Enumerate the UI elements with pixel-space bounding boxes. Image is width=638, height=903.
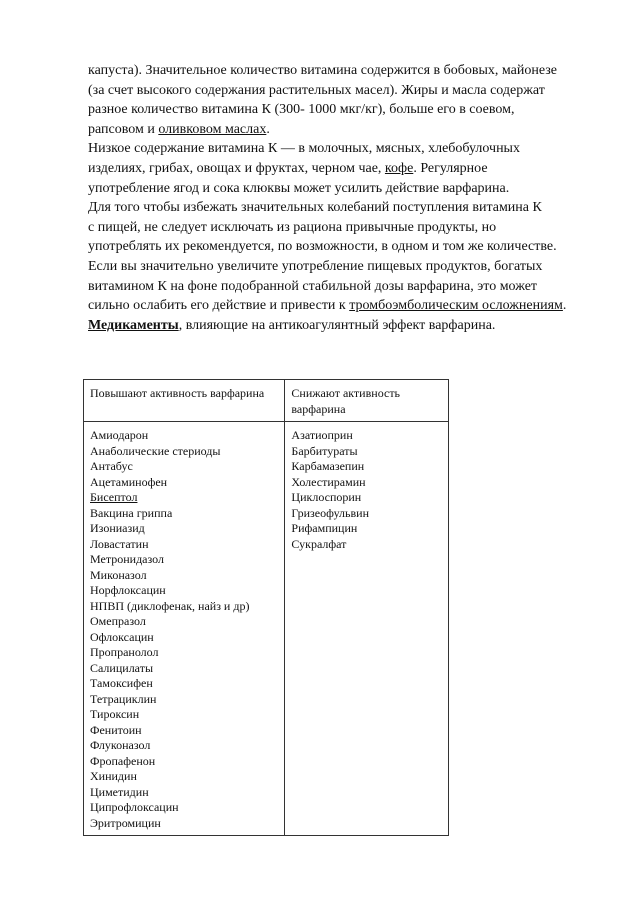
drug-item: Циклоспорин xyxy=(291,490,362,504)
olive-oil-link[interactable]: оливковом маслах xyxy=(158,121,267,137)
drug-item: Изониазид xyxy=(90,521,145,535)
text-fragment: сильно ослабить его действие и привести к xyxy=(88,298,350,314)
drug-item: Тетрациклин xyxy=(90,691,157,706)
text-line: употреблять их рекомендуется, по возможности, в одном и том же количестве. xyxy=(88,239,557,255)
text-line xyxy=(88,120,608,140)
drug-item: Миконазол xyxy=(90,567,147,582)
drug-item: Тироксин xyxy=(90,707,140,721)
text-line: употребление ягод и сока клюквы может усилить действие варфарина. xyxy=(88,180,510,196)
drug-item: Амиодарон xyxy=(90,428,149,442)
text-line xyxy=(88,316,608,336)
drug-item: Фенитоин xyxy=(90,722,142,737)
drug-item: Флуконазол xyxy=(90,738,151,752)
decrease-list-cell xyxy=(285,422,449,836)
thromboembolic-complications-link[interactable]: тромбоэмболическим осложнениям xyxy=(349,298,563,314)
text-fragment: . xyxy=(266,121,270,137)
header-increase: Повышают активность варфарина xyxy=(84,380,285,422)
text-fragment: . xyxy=(562,298,567,314)
drug-item: НПВП (диклофенак, найз и др) xyxy=(90,598,250,613)
text-line: витамином К на фоне подобранной стабильной дозы варфарина, это может xyxy=(88,278,538,294)
drug-item: Барбитураты xyxy=(291,443,358,458)
drug-item: Салицилаты xyxy=(90,660,153,675)
drug-item: Антабус xyxy=(90,459,133,473)
text-line: Для того чтобы избежать значительных колебаний поступления витамина К xyxy=(88,200,542,216)
drug-item: Карбамазепин xyxy=(291,459,365,473)
text-line xyxy=(88,159,608,179)
body-paragraph xyxy=(88,61,608,335)
drug-item: Вакцина гриппа xyxy=(90,505,173,520)
drug-item: Ципрофлоксацин xyxy=(90,800,179,814)
text-fragment: рапсовом и xyxy=(88,121,159,137)
drug-item: Анаболические стериоды xyxy=(90,443,221,458)
text-line: разное количество витамина К (300- 1000 мкг/кг), больше его в соевом, xyxy=(88,102,515,118)
table-row xyxy=(84,422,449,836)
text-line: капуста). Значительное количество витамина содержится в бобовых, майонезе xyxy=(88,63,557,78)
text-line: Низкое содержание витамина К — в молочных, мясных, хлебобулочных xyxy=(88,141,520,157)
drug-item: Сукралфат xyxy=(291,536,347,551)
text-line: (за счет высокого содержания растительных масел). Жиры и масла содержат xyxy=(88,82,545,98)
table-header-row xyxy=(84,380,449,422)
drug-item: Рифампицин xyxy=(291,521,358,535)
drug-item: Азатиоприн xyxy=(291,428,353,442)
drug-item: Офлоксацин xyxy=(90,629,154,644)
drug-item: Хинидин xyxy=(90,769,137,783)
text-fragment: , влияющие на антикоагулянтный эффект варфарина. xyxy=(178,317,496,333)
drug-item: Ловастатин xyxy=(90,536,149,551)
text-fragment: . Регулярное xyxy=(413,160,488,176)
text-line xyxy=(88,296,608,316)
drug-item: Холестирамин xyxy=(291,474,366,489)
drug-link[interactable]: Бисептол xyxy=(90,490,138,504)
drug-item: Пропранолол xyxy=(90,645,159,659)
drug-item: Норфлоксацин xyxy=(90,583,166,597)
header-decrease: Снижают активность варфарина xyxy=(285,380,449,422)
text-line: с пищей, не следует исключать из рациона привычные продукты, но xyxy=(88,219,497,235)
warfarin-interaction-table xyxy=(83,379,449,836)
drug-item: Эритромицин xyxy=(90,815,161,830)
drug-item: Метронидазол xyxy=(90,552,165,566)
drug-item: Тамоксифен xyxy=(90,676,153,690)
drug-item: Циметидин xyxy=(90,784,149,799)
drug-item: Омепразол xyxy=(90,614,146,628)
drug-item: Гризеофульвин xyxy=(291,505,370,520)
coffee-link[interactable]: кофе xyxy=(384,160,414,176)
drug-item: Фропафенон xyxy=(90,753,156,768)
drug-item: Ацетаминофен xyxy=(90,474,168,489)
increase-list-cell xyxy=(84,422,285,836)
text-fragment: изделиях, грибах, овощах и фруктах, черном чае, xyxy=(88,160,385,176)
medications-link[interactable]: Медикаменты xyxy=(88,317,179,333)
text-line: Если вы значительно увеличите употребление пищевых продуктов, богатых xyxy=(88,258,543,274)
